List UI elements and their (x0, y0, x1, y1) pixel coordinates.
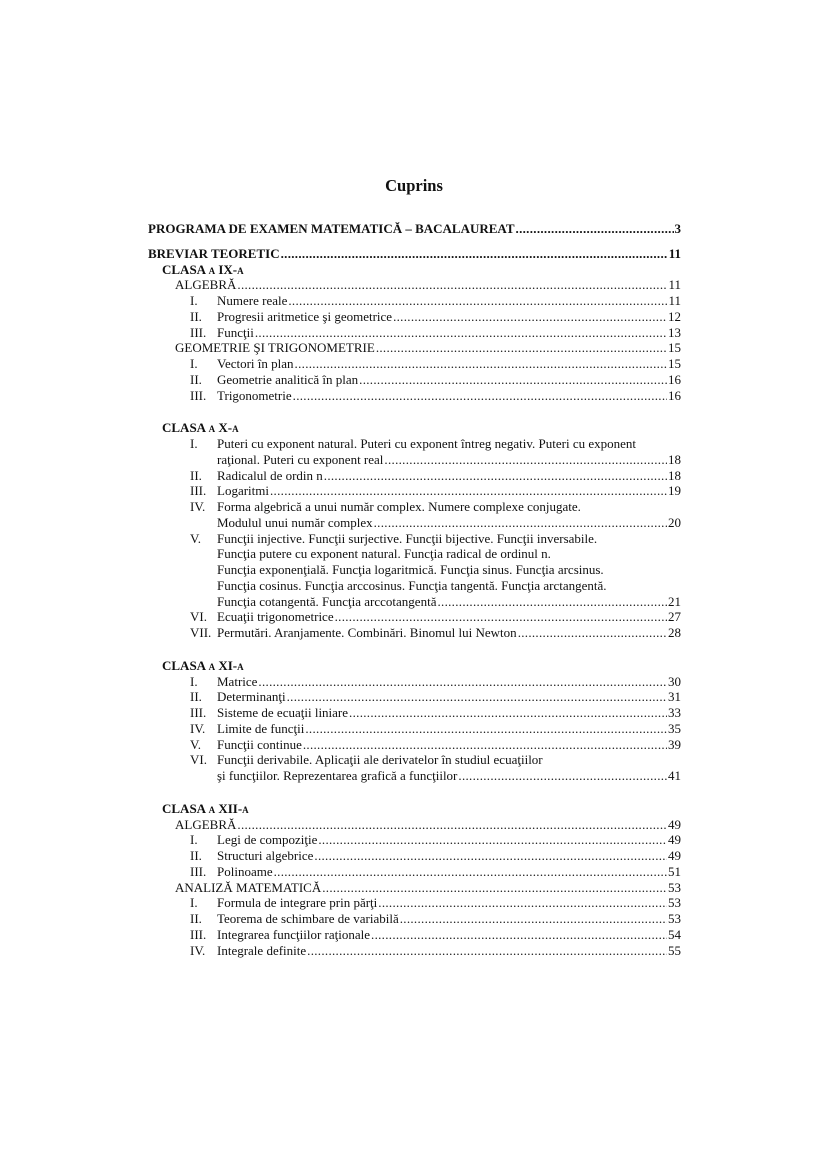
entry-title: Funcţii injective. Funcţii surjective. Funcţii bijective. Funcţii inversabile. (217, 530, 598, 546)
page-number: 49 (668, 848, 681, 863)
entry-number: I. (190, 356, 198, 371)
entry-title: Formula de integrare prin părţi (217, 895, 378, 911)
page-number: 27 (668, 609, 681, 625)
entry-title: Limite de funcţii (217, 720, 305, 736)
page-number: 49 (668, 816, 681, 832)
toc-entry[interactable] (148, 832, 681, 848)
dot-leader (400, 911, 667, 927)
page-number: 53 (668, 879, 681, 895)
entry-title: ALGEBRĂ (175, 816, 237, 832)
entry-number: V. (190, 530, 201, 546)
entry-title: Puteri cu exponent natural. Puteri cu exponent întreg negativ. Puteri cu exponent (217, 436, 637, 451)
entry-title: Matrice (217, 673, 258, 689)
toc-entry[interactable] (148, 356, 681, 372)
toc-entry[interactable] (148, 468, 681, 484)
toc-entry[interactable] (148, 594, 681, 610)
entry-number: III. (190, 705, 207, 720)
entry-title: Legi de compoziţie (217, 832, 318, 848)
toc-entry[interactable] (148, 420, 681, 436)
page-number: 39 (668, 736, 681, 752)
page-number: 3 (674, 221, 681, 236)
toc-entry[interactable] (148, 752, 681, 768)
entry-title: Trigonometrie (217, 387, 292, 403)
dot-leader (376, 340, 667, 356)
toc-entry[interactable] (148, 943, 681, 959)
entry-title: şi funcţiilor. Reprezentarea grafică a funcţiilor (217, 768, 458, 783)
page-number: 53 (668, 911, 681, 926)
toc-entry[interactable] (148, 927, 681, 943)
entry-title: CLASA a X-a (162, 420, 239, 436)
toc-entry[interactable] (148, 609, 681, 625)
page-number: 16 (668, 387, 681, 403)
dot-leader (281, 246, 668, 262)
entry-title: Integrarea funcţiilor raţionale (217, 926, 371, 942)
page-number: 18 (668, 451, 681, 467)
entry-title: Funcţii continue (217, 736, 302, 752)
entry-title: Funcţia exponenţială. Funcţia logaritmică. Funcţia sinus. Funcţia arcsinus. (217, 562, 604, 577)
dot-leader (335, 609, 667, 625)
page-number: 20 (668, 514, 681, 530)
page-title: Cuprins (385, 176, 443, 195)
entry-title: Radicalul de ordin n (217, 467, 323, 483)
entry-title: Geometrie analitică în plan (217, 371, 359, 387)
page-number: 12 (668, 308, 681, 324)
toc-entry[interactable] (148, 848, 681, 864)
dot-leader (307, 943, 667, 959)
toc-section (148, 658, 681, 784)
entry-title: GEOMETRIE ŞI TRIGONOMETRIE (175, 340, 375, 356)
dot-leader (437, 594, 667, 610)
toc-entry[interactable] (148, 674, 681, 690)
toc-entry[interactable] (148, 436, 681, 452)
toc-entry[interactable] (148, 768, 681, 784)
dot-leader (393, 309, 667, 325)
toc-entry[interactable] (148, 737, 681, 753)
entry-number: VI. (190, 609, 207, 625)
dot-leader (349, 705, 667, 721)
toc-entry[interactable] (148, 880, 681, 896)
entry-title: Funcţia cosinus. Funcţia arccosinus. Funcţia tangentă. Funcţia arctangentă. (217, 577, 607, 593)
toc-entry[interactable] (148, 452, 681, 468)
entry-number: IV. (190, 720, 206, 736)
dot-leader (516, 221, 674, 237)
entry-number: IV. (190, 499, 206, 514)
entry-title: Funcţii (217, 324, 254, 340)
entry-number: III. (190, 863, 207, 879)
page-number: 41 (668, 768, 681, 783)
dot-leader (237, 817, 667, 833)
toc-entry[interactable] (148, 911, 681, 927)
toc-entry[interactable] (148, 325, 681, 341)
entry-title: Modulul unui număr complex (217, 514, 373, 530)
toc-section (148, 420, 681, 641)
toc-entry[interactable] (148, 293, 681, 309)
dot-leader (318, 832, 667, 848)
page-number: 49 (668, 832, 681, 848)
toc-entry[interactable] (148, 515, 681, 531)
page-number: 35 (668, 720, 681, 736)
toc-entry[interactable] (148, 388, 681, 404)
page-number: 53 (668, 895, 681, 911)
toc-entry[interactable] (148, 221, 681, 237)
toc-entry[interactable] (148, 801, 681, 817)
dot-leader (371, 927, 667, 943)
entry-title: PROGRAMA DE EXAMEN MATEMATICĂ – BACALAUREAT (148, 221, 515, 236)
dot-leader (458, 768, 667, 784)
toc-section (148, 801, 681, 959)
dot-leader (293, 388, 667, 404)
page-number: 30 (668, 673, 681, 689)
dot-leader (359, 372, 667, 388)
toc-entry[interactable] (148, 372, 681, 388)
entry-title: Vectori în plan (217, 356, 294, 371)
entry-number: II. (190, 848, 202, 863)
entry-title: Logaritmi (217, 483, 269, 499)
page-number: 21 (668, 593, 681, 609)
entry-title: Polinoame (217, 863, 273, 879)
page-number: 15 (668, 340, 681, 356)
entry-number: II. (190, 911, 202, 926)
entry-number: II. (190, 371, 202, 387)
dot-leader (322, 880, 667, 896)
page-number: 55 (668, 942, 681, 958)
page-number: 33 (668, 705, 681, 720)
page-number: 31 (668, 689, 681, 705)
entry-number: III. (190, 387, 207, 403)
dot-leader (287, 689, 667, 705)
table-of-contents (148, 221, 681, 958)
page-number: 51 (668, 863, 681, 879)
entry-title: Structuri algebrice (217, 848, 314, 863)
dot-leader (378, 895, 667, 911)
page-number: 11 (668, 245, 681, 261)
entry-title: ANALIZĂ MATEMATICĂ (175, 879, 322, 895)
entry-title: Determinanţi (217, 689, 286, 705)
dot-leader (303, 737, 667, 753)
entry-number: II. (190, 689, 202, 705)
entry-number: VII. (190, 625, 212, 640)
entry-title: Progresii aritmetice şi geometrice (217, 308, 393, 324)
entry-title: Ecuaţii trigonometrice (217, 609, 334, 625)
toc-entry[interactable] (148, 562, 681, 578)
page-number: 18 (668, 467, 681, 483)
entry-number: I. (190, 832, 198, 848)
toc-section (148, 221, 681, 237)
entry-title: Funcţia putere cu exponent natural. Funcţia radical de ordinul n. (217, 546, 551, 562)
toc-entry[interactable] (148, 340, 681, 356)
dot-leader (295, 356, 667, 372)
entry-title: CLASA a IX-a (162, 261, 244, 277)
dot-leader (305, 721, 667, 737)
dot-leader (258, 674, 667, 690)
toc-entry[interactable] (148, 721, 681, 737)
entry-title: Numere reale (217, 293, 288, 308)
entry-number: III. (190, 324, 207, 340)
entry-title: Permutări. Aranjamente. Combinări. Binomul lui Newton (217, 625, 517, 640)
toc-entry[interactable] (148, 864, 681, 880)
toc-entry[interactable] (148, 658, 681, 674)
entry-number: I. (190, 673, 198, 689)
entry-title: CLASA a XI-a (162, 657, 244, 673)
toc-entry[interactable] (148, 705, 681, 721)
entry-number: I. (190, 436, 198, 451)
toc-entry[interactable] (148, 499, 681, 515)
entry-number: II. (190, 467, 202, 483)
page-number: 28 (668, 625, 681, 640)
toc-entry[interactable] (148, 262, 681, 278)
page-number: 19 (668, 483, 681, 499)
toc-entry[interactable] (148, 817, 681, 833)
toc-entry[interactable] (148, 246, 681, 262)
dot-leader (518, 625, 667, 641)
entry-title: Integrale definite (217, 942, 307, 958)
toc-entry[interactable] (148, 689, 681, 705)
toc-entry[interactable] (148, 309, 681, 325)
page-number: 11 (668, 293, 681, 308)
entry-title: Funcţii derivabile. Aplicaţii ale derivatelor în studiul ecuaţiilor (217, 752, 543, 768)
toc-entry[interactable] (148, 277, 681, 293)
entry-title: BREVIAR TEORETIC (148, 245, 280, 261)
entry-number: III. (190, 483, 207, 499)
dot-leader (274, 864, 667, 880)
page-number: 11 (668, 277, 681, 293)
dot-leader (324, 468, 667, 484)
dot-leader (237, 277, 667, 293)
entry-title: Teorema de schimbare de variabilă (217, 911, 399, 926)
toc-entry[interactable] (148, 578, 681, 594)
dot-leader (314, 848, 667, 864)
entry-number: III. (190, 926, 207, 942)
page-number: 54 (668, 926, 681, 942)
page-number: 16 (668, 371, 681, 387)
entry-title: Funcţia cotangentă. Funcţia arccotangentă (217, 593, 437, 609)
page-number: 13 (668, 324, 681, 340)
entry-title: Sisteme de ecuaţii liniare (217, 705, 349, 720)
entry-title: CLASA a XII-a (162, 800, 249, 816)
entry-number: II. (190, 308, 202, 324)
entry-title: raţional. Puteri cu exponent real (217, 451, 384, 467)
dot-leader (255, 325, 667, 341)
entry-number: V. (190, 736, 201, 752)
toc-entry[interactable] (148, 895, 681, 911)
toc-entry[interactable] (148, 483, 681, 499)
entry-number: I. (190, 895, 198, 911)
dot-leader (270, 483, 667, 499)
entry-number: VI. (190, 752, 207, 768)
toc-entry[interactable] (148, 546, 681, 562)
toc-entry[interactable] (148, 531, 681, 547)
entry-title: Forma algebrică a unui număr complex. Numere complexe conjugate. (217, 499, 581, 514)
entry-number: IV. (190, 942, 206, 958)
dot-leader (374, 515, 667, 531)
dot-leader (288, 293, 667, 309)
entry-number: I. (190, 293, 198, 308)
toc-section (148, 246, 681, 404)
entry-title: ALGEBRĂ (175, 277, 237, 293)
dot-leader (384, 452, 667, 468)
page-number: 15 (668, 356, 681, 371)
toc-entry[interactable] (148, 625, 681, 641)
